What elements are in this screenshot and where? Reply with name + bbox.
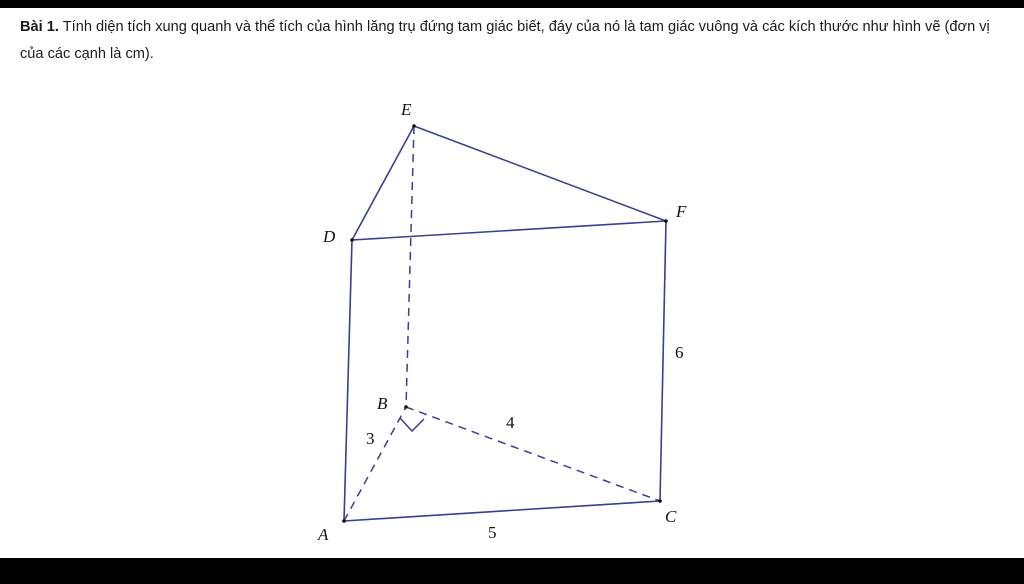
- vertex-dot-a: [342, 519, 346, 523]
- right-angle-marker: [400, 418, 424, 431]
- vertex-label-d: D: [323, 227, 336, 246]
- vertex-label-b: B: [377, 394, 388, 413]
- problem-body: Tính diện tích xung quanh và thể tích của hình lăng trụ đứng tam giác biết, đáy của nó là tam giác vuông và các kích thước như hình vẽ (đơn vị của các cạnh là cm).: [20, 19, 990, 62]
- length-label-bc: 4: [506, 413, 515, 432]
- prism-figure: [0, 8, 1024, 558]
- edge-bc-hidden: [406, 407, 660, 501]
- edge-eb-hidden: [406, 126, 414, 407]
- edge-ab-hidden: [344, 407, 406, 521]
- edge-ac: [344, 501, 660, 521]
- vertex-dot-b: [404, 405, 408, 409]
- vertex-dot-d: [350, 238, 354, 242]
- vertex-dot-e: [412, 124, 416, 128]
- vertex-label-f: F: [676, 202, 687, 221]
- vertex-label-e: E: [401, 100, 412, 119]
- edge-df: [352, 221, 666, 240]
- vertex-label-c: C: [665, 507, 677, 526]
- length-label-ac: 5: [488, 523, 497, 542]
- edge-da: [344, 240, 352, 521]
- vertex-dot-f: [664, 219, 668, 223]
- problem-label: Bài 1.: [20, 19, 59, 35]
- length-label-ab: 3: [366, 429, 375, 448]
- vertex-dot-c: [658, 499, 662, 503]
- vertex-label-a: A: [318, 525, 329, 544]
- edge-fc: [660, 221, 666, 501]
- document-content: [0, 8, 1024, 558]
- edge-de: [352, 126, 414, 240]
- length-label-cf: 6: [675, 343, 684, 362]
- edge-ef: [414, 126, 666, 221]
